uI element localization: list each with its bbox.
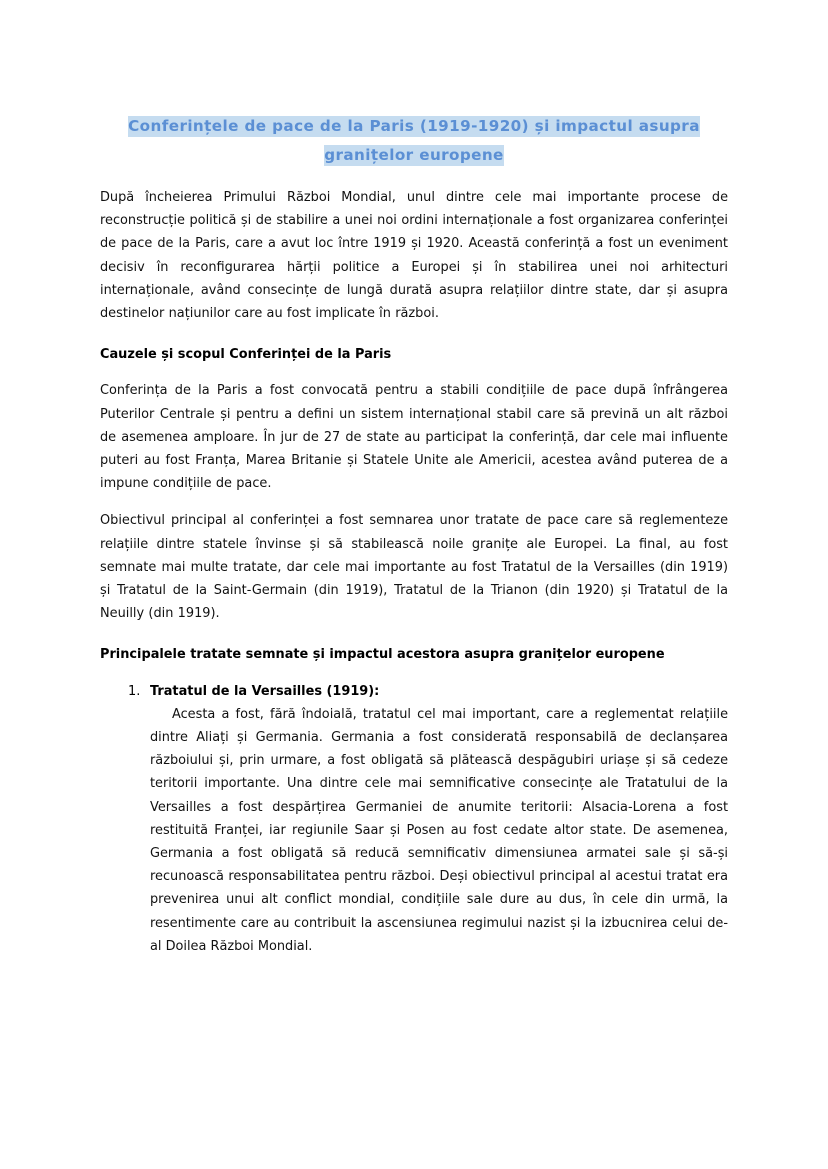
list-item-body: Acesta a fost, fără îndoială, tratatul cel mai important, care a reglementat relațiile dintre Aliați și Germania. Germania a fost considerată responsabilă de declanșarea războiului și, prin urmare, a fost obligată să plătească despăgubiri uriașe și să cedeze teritorii importante. Una dintre cele mai semnificative consecințe ale Tratatului de la Versailles a fost despărțirea Germaniei de anumite teritorii: Alsacia-Lorena a fost restituită Franței, iar regiunile Saar și Posen au fost cedate altor state. De asemenea, Germania a fost obligată să reducă semnificativ dimensiunea armatei sale și să-și recunoască responsabilitatea pentru război. Deși obiectivul principal al acestui tratat era prevenirea unui alt conflict mondial, condițiile sale dure au dus, în cele din urmă, la resentimente care au contribuit la ascensiunea regimului nazist și la izbucnirea celui de-al Doilea Război Mondial. (150, 706, 728, 954)
document-content (100, 112, 728, 958)
page-title (100, 112, 728, 170)
treaty-list (100, 680, 728, 958)
paragraph-conference-purpose: Conferința de la Paris a fost convocată pentru a stabili condițiile de pace după înfrângerea Puterilor Centrale și pentru a defini un sistem internațional stabil care să prevină un alt război de asemenea amploare. În jur de 27 de state au participat la conferință, dar cele mai influente puteri au fost Franța, Marea Britanie și Statele Unite ale Americii, acestea având puterea de a impune condițiile de pace. (100, 383, 728, 492)
section-heading-treaties: Principalele tratate semnate și impactul acestora asupra granițelor europene (100, 647, 665, 663)
paragraph-treaties-overview: Obiectivul principal al conferinței a fost semnarea unor tratate de pace care să reglementeze relațiile dintre statele învinse și să stabilească noile granițe ale Europei. La final, au fost semnate mai multe tratate, dar cele mai importante au fost Tratatul de la Versailles (din 1919) și Tratatul de la Saint-Germain (din 1919), Tratatul de la Trianon (din 1920) și Tratatul de la Neuilly (din 1919). (100, 513, 728, 622)
page-title-line-1: Conferințele de pace de la Paris (1919-1920) și impactul asupra (128, 117, 700, 135)
intro-paragraph: După încheierea Primului Război Mondial, unul dintre cele mai importante procese de reconstrucție politică și de stabilire a unei noi ordini internaționale a fost organizarea conferinței de pace de la Paris, care a avut loc între 1919 și 1920. Această conferință a fost un eveniment decisiv în reconfigurarea hărții politice a Europei și în stabilirea unei noi arhitecturi internaționale, având consecințe de lungă durată asupra relațiilor dintre state, dar și asupra destinelor națiunilor care au fost implicate în război. (100, 190, 728, 322)
list-item-title: Tratatul de la Versailles (1919): (150, 683, 380, 699)
page-title-line-2: granițelor europene (324, 146, 504, 164)
list-item (100, 680, 728, 958)
section-heading-causes: Cauzele și scopul Conferinței de la Paris (100, 347, 392, 363)
list-item-marker: 1. (128, 683, 141, 699)
